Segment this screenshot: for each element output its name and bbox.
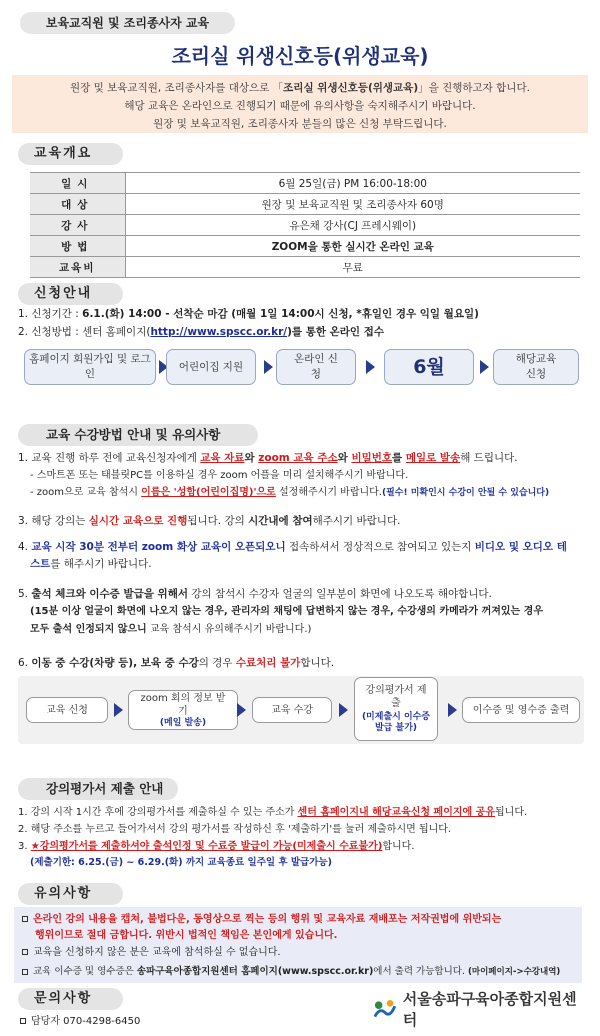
text: 온라인 강의 내용을 캡쳐, 불법다운, 동영상으로 찍는 등의 행위 및 교육자료 재배포는 저작권법에 위반되는 (33, 914, 502, 925)
text: 실시간 교육으로 진행 (88, 515, 188, 527)
homepage-link[interactable]: http://www.spscc.or.kr/ (150, 326, 288, 338)
text: 6. (18, 657, 32, 669)
arrow-icon (339, 703, 348, 717)
evaluation-line-1 (18, 805, 527, 821)
evaluation-heading: 강의평가서 제출 안내 (18, 778, 178, 800)
overview-heading: 교육개요 (18, 143, 123, 165)
intro-line-2: 해당 교육은 온라인으로 진행되기 때문에 유의사항을 숙지해주시기 바랍니다. (124, 100, 476, 112)
arrow-icon (114, 703, 123, 717)
text: 이동 중 수강(차량 등), 보육 중 수강 (31, 657, 199, 669)
course-step-1 (26, 697, 108, 723)
text: (메일 발송) (159, 717, 207, 728)
caution-heading: 유의사항 (18, 883, 123, 905)
course-item-1-sub-1: - 스마트폰 또는 태블릿PC를 이용하실 경우 zoom 어플을 미리 설치해주시기 바랍니다. (30, 470, 409, 481)
intro-line-1 (12, 79, 588, 97)
course-heading: 교육 수강방법 안내 및 유의사항 (18, 424, 258, 446)
text: (마이페이지->수강내역) (467, 967, 561, 977)
overview-key: 교육비 (30, 257, 125, 278)
course-item-1 (18, 450, 518, 466)
overview-value: 무료 (125, 257, 580, 278)
text: 강의평가서 제출 (365, 685, 427, 709)
square-bullet-icon (22, 916, 28, 922)
apply-method-post: )를 통한 온라인 접수 (287, 326, 385, 338)
arrow-icon (366, 360, 375, 374)
text: zoom 회의 정보 받기 (140, 692, 226, 717)
apply-period (18, 306, 479, 322)
arrow-icon (480, 360, 489, 374)
text: 됩니다. 강의 (187, 515, 249, 527)
overview-key: 대상 (30, 194, 125, 215)
caution-item-2 (22, 945, 281, 961)
arrow-icon (237, 703, 246, 717)
overview-key: 강사 (30, 215, 125, 236)
evaluation-line-4: (제출기한: 6.25.(금) ~ 6.29.(화) 까지 교육종료 일주일 후 발급가능) (30, 857, 332, 868)
text: 됩니다. (495, 807, 528, 818)
arrow-icon (448, 703, 457, 717)
apply-step-1: 홈페이지 회원가입 및 로그인 (24, 349, 156, 385)
text: 의 경우 (198, 657, 236, 669)
course-step-2 (128, 690, 238, 730)
contact-person (20, 1014, 140, 1030)
text: 를 (392, 452, 406, 464)
text: 접속하셔서 정상적으로 참여되고 있는지 (285, 541, 475, 553)
intro-highlight: 조리실 위생신호등(위생교육) (283, 82, 419, 94)
overview-value: 원장 및 보육교직원 및 조리종사자 60명 (125, 194, 580, 215)
text: 설정해주시기 바랍니다. (275, 487, 382, 498)
square-bullet-icon (20, 1018, 26, 1024)
intro-line-1-post: 」을 진행하고자 합니다. (418, 82, 530, 94)
arrow-icon (264, 360, 273, 374)
text: 담당자 070-4298-6450 (31, 1016, 141, 1027)
overview-key: 방법 (30, 236, 125, 257)
text: - zoom으로 교육 참석시 (30, 487, 142, 498)
apply-step-5: 해당교육 신청 (493, 349, 579, 385)
text: 모두 출석 인정되지 않으니 (30, 624, 147, 635)
table-row (30, 257, 580, 278)
overview-value: 6월 25일(금) PM 16:00-18:00 (125, 173, 580, 194)
text: 교육 시작 30분 전부터 zoom 화상 교육이 오픈되오니 (31, 541, 286, 553)
course-item-4 (18, 539, 567, 555)
course-step-5 (462, 697, 580, 723)
evaluation-line-3 (18, 839, 415, 855)
course-item-4-cont (30, 556, 152, 572)
page-title: 조리실 위생신호등(위생교육) (171, 44, 429, 68)
caution-item-1 (22, 912, 501, 928)
course-item-5 (18, 586, 492, 602)
overview-value: 유은채 강사(CJ 프레시웨이) (125, 215, 580, 236)
text: 센터 홈페이지내 해당교육신청 페이지에 공유 (297, 807, 495, 818)
text: 해 드립니다. (460, 452, 518, 464)
table-row (30, 215, 580, 236)
apply-period-label: 1. 신청기간 : (18, 308, 83, 320)
text: 비밀번호 (351, 452, 393, 464)
center-logo-text: 서울송파구육아종합지원센터 (402, 990, 577, 1029)
square-bullet-icon (22, 949, 28, 955)
apply-step-2: 어린이집 지원 (166, 349, 256, 385)
text: 4. (18, 541, 32, 553)
text: 와 (244, 452, 259, 464)
apply-step-4: 6월 (384, 349, 474, 385)
course-step-4 (354, 677, 438, 741)
text: 와 (337, 452, 352, 464)
text: 수료처리 불가 (235, 657, 301, 669)
overview-table (30, 172, 580, 278)
apply-method-label: 2. 신청방법 : 센터 홈페이지( (18, 326, 151, 338)
text: 교육 이수증 및 영수증은 (33, 966, 137, 977)
apply-method (18, 324, 384, 340)
center-logo (372, 990, 582, 1029)
text: 1. 강의 시작 1시간 후에 강의평가서를 제출하실 수 있는 주소가 (18, 807, 298, 818)
text: (미제출시 이수증 발급 불가) (361, 712, 431, 733)
table-row (30, 236, 580, 257)
caution-item-3 (22, 964, 560, 980)
text: 시간내에 참여 (248, 515, 313, 527)
text: 합니다. (300, 657, 335, 669)
text: 5. (18, 588, 32, 600)
evaluation-line-2: 2. 해당 주소를 누르고 들어가셔서 강의 평가서를 작성하신 후 '제출하기'를 눌러 제출하시면 됩니다. (18, 824, 452, 835)
text: 에서 출력 가능합니다. (373, 966, 468, 977)
text: 를 해주시기 바랍니다. (50, 558, 152, 570)
text: 합니다. (382, 841, 415, 852)
text: 이름은 '성함(어린이집명)'으로 (141, 487, 276, 498)
text: 3. (18, 841, 31, 852)
text: 메일로 발송 (405, 452, 461, 464)
apply-heading: 신청안내 (18, 283, 123, 305)
table-row (30, 194, 580, 215)
intro-box (12, 75, 588, 133)
overview-key: 일시 (30, 173, 125, 194)
caution-item-1-cont: 행위이므로 절대 금합니다. 위반시 법적인 책임은 본인에게 있습니다. (35, 930, 338, 941)
text: 교육 참석시 유의해주시기 바랍니다.) (146, 624, 312, 635)
text: (필수! 미확인시 수강이 안될 수 있습니다) (381, 488, 550, 498)
contact-heading: 문의사항 (18, 988, 123, 1010)
text: 1. 교육 진행 하루 전에 교육신청자에게 (18, 452, 201, 464)
square-bullet-icon (22, 969, 28, 975)
text: 비디오 및 오디오 테 (474, 541, 567, 553)
intro-line-3: 원장 및 보육교직원, 조리종사자 분들의 많은 신청 부탁드립니다. (153, 118, 447, 130)
overview-value: ZOOM을 통한 실시간 온라인 교육 (125, 236, 580, 257)
text: 강의 참석시 수강자 얼굴의 일부분이 화면에 나오도록 해야합니다. (187, 588, 492, 600)
course-step-3 (252, 697, 332, 723)
course-item-1-sub-2 (30, 485, 549, 501)
text: 출석 체크와 이수증 발급을 위해서 (31, 588, 188, 600)
text: ★강의평가서를 제출하셔야 출석인정 및 수료증 발급이 가능(미제출시 수료불가) (30, 841, 383, 852)
text: 교육을 신청하지 않은 분은 교육에 참석하실 수 없습니다. (33, 947, 281, 958)
course-item-5-line-3 (30, 622, 311, 638)
apply-step-3: 온라인 신청 (276, 349, 356, 385)
course-item-3 (18, 513, 400, 529)
text: 교육 신청 (46, 704, 88, 716)
text: zoom 교육 주소 (258, 452, 338, 464)
text: 스트 (30, 558, 51, 570)
text: 3. 해당 강의는 (18, 515, 89, 527)
text: 해주시기 바랍니다. (312, 515, 401, 527)
apply-period-value: 6.1.(화) 14:00 - 선착순 마감 (매월 1일 14:00시 신청, *휴일인 경우 익일 월요일) (82, 308, 479, 320)
center-logo-icon (372, 997, 397, 1021)
top-label: 보육교직원 및 조리종사자 교육 (20, 12, 235, 34)
text: 이수증 및 영수증 출력 (472, 704, 570, 716)
intro-line-1-pre: 원장 및 보육교직원, 조리종사자를 대상으로 「 (70, 82, 284, 94)
text: 교육 자료 (200, 452, 245, 464)
table-row (30, 173, 580, 194)
text: 교육 수강 (271, 704, 313, 716)
text: 송파구육아종합지원센터 홈페이지(www.spscc.or.kr) (136, 966, 374, 977)
course-item-5-line-2: (15분 이상 얼굴이 화면에 나오지 않는 경우, 관리자의 채팅에 답변하지 않는 경우, 수강생의 카메라가 꺼져있는 경우 (30, 606, 544, 617)
course-item-6 (18, 655, 334, 671)
